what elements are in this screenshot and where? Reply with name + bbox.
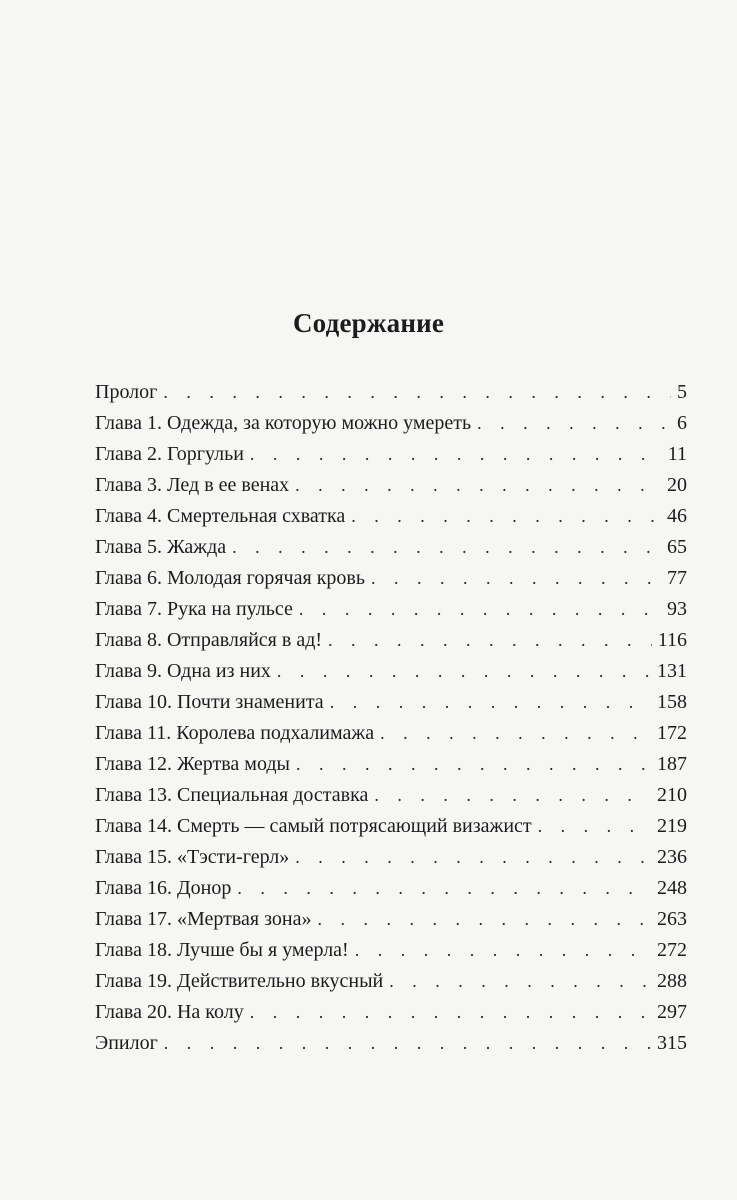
toc-entry-title: Глава 3. Лед в ее венах <box>95 474 290 496</box>
toc-entry-page-number: 187 <box>657 753 687 775</box>
leader-dots <box>328 625 652 656</box>
toc-entry-title: Пролог <box>95 381 158 403</box>
toc-entry-page-number: 272 <box>657 939 687 961</box>
toc-entry <box>95 811 687 842</box>
toc-entry-title: Глава 12. Жертва моды <box>95 753 290 775</box>
toc-entry-title: Глава 15. «Тэсти-герл» <box>95 846 290 868</box>
leader-dots <box>295 842 651 873</box>
toc-entry <box>95 470 687 501</box>
toc-entry-page-number: 116 <box>657 629 687 651</box>
toc-entry <box>95 718 687 749</box>
toc-entry <box>95 408 687 439</box>
toc-entry-page-number: 77 <box>667 567 687 589</box>
leader-dots <box>477 408 671 439</box>
toc-entry-page-number: 93 <box>667 598 687 620</box>
toc-entry <box>95 842 687 873</box>
toc-entry-page-number: 11 <box>667 443 687 465</box>
leader-dots <box>295 470 661 501</box>
toc-entry <box>95 1028 687 1059</box>
toc-entry <box>95 377 687 408</box>
toc-entry <box>95 687 687 718</box>
toc-entry-page-number: 20 <box>667 474 687 496</box>
toc-entry-title: Глава 5. Жажда <box>95 536 227 558</box>
table-of-contents <box>95 377 687 1059</box>
leader-dots <box>164 1028 651 1059</box>
toc-entry-title: Глава 6. Молодая горячая кровь <box>95 567 365 589</box>
leader-dots <box>371 563 661 594</box>
toc-entry-title: Глава 17. «Мертвая зона» <box>95 908 312 930</box>
leader-dots <box>163 377 671 408</box>
leader-dots <box>250 997 651 1028</box>
leader-dots <box>380 718 651 749</box>
leader-dots <box>296 749 651 780</box>
toc-entry-page-number: 158 <box>657 691 687 713</box>
toc-entry-title: Глава 18. Лучше бы я умерла! <box>95 939 349 961</box>
toc-entry <box>95 532 687 563</box>
toc-entry-title: Глава 2. Горгульи <box>95 443 244 465</box>
toc-entry-page-number: 297 <box>657 1001 687 1023</box>
toc-entry-title: Глава 8. Отправляйся в ад! <box>95 629 323 651</box>
toc-entry-title: Глава 9. Одна из них <box>95 660 271 682</box>
toc-entry <box>95 749 687 780</box>
toc-entry-title: Эпилог <box>95 1032 158 1054</box>
toc-entry <box>95 873 687 904</box>
toc-entry-title: Глава 7. Рука на пульсе <box>95 598 293 620</box>
toc-entry <box>95 594 687 625</box>
toc-entry <box>95 904 687 935</box>
leader-dots <box>355 935 651 966</box>
toc-entry-title: Глава 14. Смерть — самый потрясающий визажист <box>95 815 532 837</box>
toc-entry-title: Глава 20. На колу <box>95 1001 244 1023</box>
leader-dots <box>374 780 651 811</box>
toc-entry-page-number: 46 <box>667 505 687 527</box>
toc-entry-title: Глава 10. Почти знаменита <box>95 691 324 713</box>
leader-dots <box>351 501 661 532</box>
toc-entry-title: Глава 4. Смертельная схватка <box>95 505 346 527</box>
leader-dots <box>250 439 662 470</box>
toc-entry <box>95 656 687 687</box>
toc-entry-title: Глава 1. Одежда, за которую можно умереть <box>95 412 472 434</box>
toc-entry-page-number: 210 <box>657 784 687 806</box>
toc-entry-page-number: 131 <box>657 660 687 682</box>
toc-entry <box>95 439 687 470</box>
toc-entry <box>95 563 687 594</box>
toc-entry-title: Глава 16. Донор <box>95 877 232 899</box>
toc-entry-page-number: 248 <box>657 877 687 899</box>
toc-entry-page-number: 236 <box>657 846 687 868</box>
toc-entry <box>95 997 687 1028</box>
toc-entry-page-number: 172 <box>657 722 687 744</box>
toc-entry-page-number: 263 <box>657 908 687 930</box>
leader-dots <box>330 687 651 718</box>
toc-entry <box>95 966 687 997</box>
toc-entry <box>95 625 687 656</box>
toc-entry-title: Глава 11. Королева подхалимажа <box>95 722 375 744</box>
toc-entry-page-number: 6 <box>677 412 687 434</box>
leader-dots <box>237 873 651 904</box>
toc-entry-page-number: 65 <box>667 536 687 558</box>
leader-dots <box>317 904 651 935</box>
toc-entry-page-number: 315 <box>657 1032 687 1054</box>
toc-entry-page-number: 288 <box>657 970 687 992</box>
toc-entry <box>95 501 687 532</box>
toc-entry-page-number: 219 <box>657 815 687 837</box>
leader-dots <box>232 532 661 563</box>
leader-dots <box>299 594 661 625</box>
leader-dots <box>538 811 651 842</box>
toc-entry <box>95 780 687 811</box>
toc-entry-title: Глава 13. Специальная доставка <box>95 784 369 806</box>
toc-entry-page-number: 5 <box>677 381 687 403</box>
leader-dots <box>277 656 651 687</box>
toc-entry-title: Глава 19. Действительно вкусный <box>95 970 384 992</box>
leader-dots <box>389 966 651 997</box>
toc-entry <box>95 935 687 966</box>
page-title: Содержание <box>292 308 445 338</box>
